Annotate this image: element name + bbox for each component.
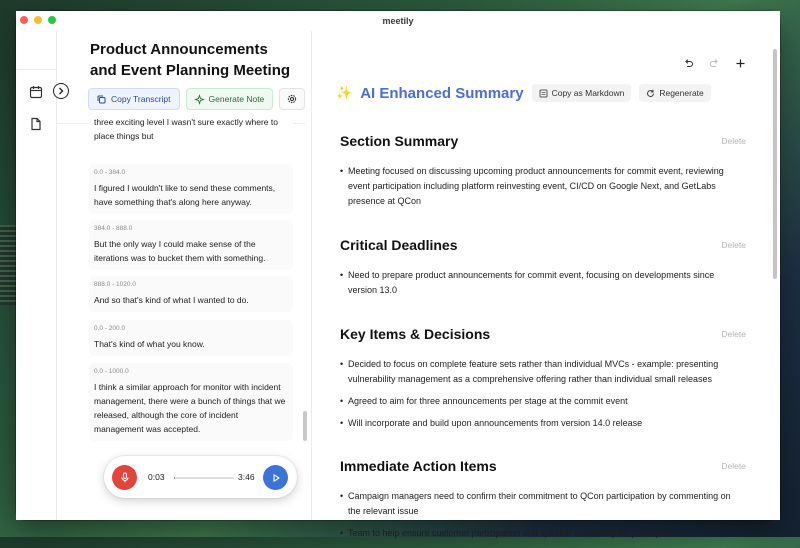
summary-panel: [312, 31, 780, 538]
segment-text: three exciting level I wasn't sure exactly where to place things but: [94, 117, 278, 141]
section-bullets: [340, 268, 744, 298]
transcript-scrollbar[interactable]: [303, 411, 307, 441]
transcript-segment: [89, 276, 293, 312]
copy-markdown-label: Copy as Markdown: [551, 88, 625, 98]
record-button[interactable]: [112, 465, 137, 490]
delete-section-button[interactable]: Delete: [721, 329, 746, 339]
segment-text: I figured I wouldn't like to send these comments, have something that's along here anyway.: [94, 183, 276, 207]
segment-text: That's kind of what you know.: [94, 339, 205, 349]
editor-actions: [682, 57, 746, 69]
segment-text: But the only way I could make sense of the iterations was to bucket them with something.: [94, 239, 266, 263]
chevron-right-icon: [57, 87, 65, 95]
segment-timestamp: 0.0 - 384.0: [94, 169, 126, 176]
segment-timestamp: 384.0 - 888.0: [94, 225, 133, 232]
generate-note-label: Generate Note: [208, 94, 265, 104]
segment-text: I think a similar approach for monitor with incident management, there were a bunch of things that we released, although the core of incident management was accepted.: [94, 382, 286, 434]
bullet-item[interactable]: • Campaign managers need to confirm their commitment to QCon participation by commenting on the relevant issue: [340, 489, 744, 519]
window-title: meetily: [382, 16, 414, 26]
document-icon[interactable]: [29, 117, 43, 131]
copy-transcript-label: Copy Transcript: [111, 94, 171, 104]
transcript-segment: [89, 110, 293, 148]
undo-button[interactable]: [682, 57, 694, 69]
redo-icon: [709, 58, 720, 69]
summary-scrollbar[interactable]: [773, 49, 777, 279]
play-icon: [271, 473, 281, 483]
transcript-toolbar: [88, 88, 305, 110]
transcript-list[interactable]: [57, 117, 305, 453]
section-bullets: [340, 357, 744, 431]
delete-section-button[interactable]: Delete: [721, 136, 746, 146]
clipboard-icon: [539, 89, 548, 98]
bullet-item[interactable]: • Need to prepare product announcements for commit event, focusing on developments since version 13.0: [340, 268, 744, 298]
gear-icon: [287, 94, 297, 104]
add-button[interactable]: [734, 57, 746, 69]
play-button[interactable]: [263, 465, 288, 490]
regenerate-label: Regenerate: [659, 88, 704, 98]
bullet-item[interactable]: • Team to help ensure customer participation and speaker availability for participation: [340, 526, 744, 541]
transcript-segment: [89, 220, 293, 270]
meeting-title[interactable]: Product Announcements and Event Planning Meeting: [90, 41, 291, 79]
recording-controls: [104, 456, 297, 498]
transcript-panel: [57, 31, 312, 520]
bullet-item[interactable]: • Decided to focus on complete feature sets rather than individual MVCs - example: presenting vulnerability management as a comprehensive offering rather than individual small releases: [340, 357, 744, 387]
summary-section: [340, 326, 744, 438]
regenerate-button[interactable]: [639, 84, 710, 102]
segment-timestamp: 888.0 - 1020.0: [94, 281, 136, 288]
copy-icon: [97, 95, 106, 104]
calendar-icon[interactable]: [29, 85, 43, 99]
section-title[interactable]: Key Items & Decisions: [340, 326, 491, 342]
window-controls: [20, 16, 56, 24]
sparkle-icon: [195, 95, 204, 104]
playback-progress-track[interactable]: [174, 477, 234, 479]
close-window-button[interactable]: [20, 16, 28, 24]
collapse-sidebar-button[interactable]: [53, 83, 69, 99]
playback-total-time: 3:46: [238, 472, 255, 482]
plus-icon: [735, 58, 746, 69]
section-title[interactable]: Immediate Action Items: [340, 458, 497, 474]
microphone-icon: [120, 472, 130, 483]
segment-timestamp: 0.0 - 200.0: [94, 325, 126, 332]
summary-section: [340, 237, 744, 305]
generate-note-button[interactable]: [186, 88, 274, 110]
playback-current-time: 0:03: [148, 472, 165, 482]
sidebar-rail: [16, 31, 57, 520]
sparkles-icon: ✨: [336, 85, 353, 100]
segment-text: And so that's kind of what I wanted to do.: [94, 295, 249, 305]
transcript-segment: [89, 164, 293, 214]
segment-timestamp: 0.0 - 1000.0: [94, 368, 129, 375]
section-title[interactable]: Section Summary: [340, 133, 459, 149]
summary-header: [336, 84, 711, 102]
refresh-icon: [646, 89, 655, 98]
titlebar: [16, 11, 780, 31]
zoom-window-button[interactable]: [48, 16, 56, 24]
section-title[interactable]: Critical Deadlines: [340, 237, 458, 253]
delete-section-button[interactable]: Delete: [721, 461, 746, 471]
summary-section: [340, 458, 744, 548]
bullet-item[interactable]: • Will incorporate and build upon announcements from version 14.0 release: [340, 416, 744, 431]
redo-button[interactable]: [708, 57, 720, 69]
undo-icon: [683, 58, 694, 69]
summary-title: AI Enhanced Summary: [360, 84, 524, 102]
section-bullets: [340, 164, 744, 209]
transcript-segment: [89, 363, 293, 441]
minimize-window-button[interactable]: [34, 16, 42, 24]
delete-section-button[interactable]: Delete: [721, 240, 746, 250]
app-window: [16, 11, 780, 538]
bullet-item[interactable]: • Agreed to aim for three announcements per stage at the commit event: [340, 394, 744, 409]
transcript-segment: [89, 320, 293, 356]
summary-section: [340, 133, 744, 216]
bullet-item[interactable]: • Meeting focused on discussing upcoming product announcements for commit event, reviewing event participation including platform reinvesting event, CI/CD on Google Next, and GetLabs presence at QCon: [340, 164, 744, 209]
desktop-wallpaper-strip: [0, 225, 16, 305]
copy-markdown-button[interactable]: [532, 84, 632, 102]
settings-button[interactable]: [279, 88, 305, 110]
rail-divider: [16, 69, 57, 70]
section-bullets: [340, 489, 744, 541]
playback-progress-fill: [174, 477, 175, 479]
copy-transcript-button[interactable]: [88, 88, 180, 110]
